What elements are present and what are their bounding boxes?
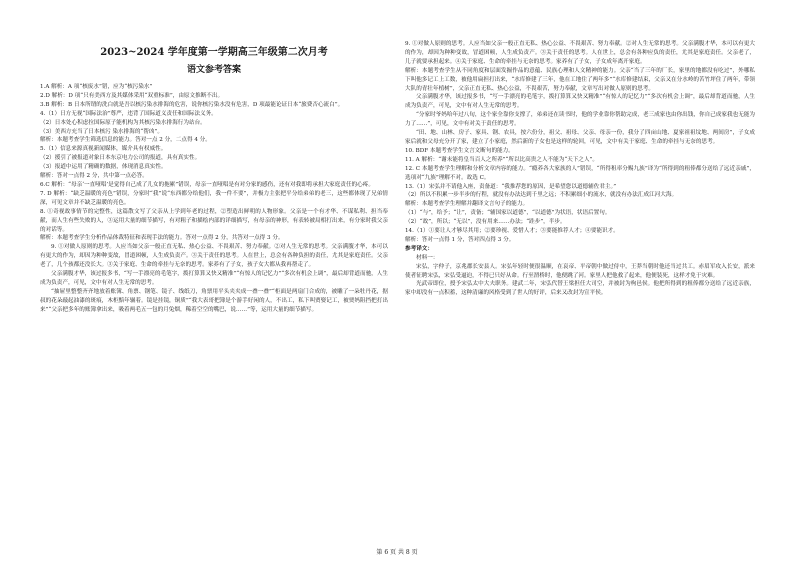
answer-paragraph: 9. ①对做人原则的思考。人应当如父亲一般正直无私、热心公益、不畏艰苦、努力奉献。②对人生无常的思考。父亲满腹才华，本可以有更大的作为，却因为种种变故，冒道困顿，人生成负责产。③关于责任的思考。人在世上，总会有各种负担的责任，尤其是家庭责任。父亲老了，几个孩都还没长大。③关于家庭、生命的牵挂与无奈的思考。家养有了子女，孩子女大都从我再帮走了。 (40, 244, 388, 269)
answer-paragraph: 4.（1）日方无视“国际法治”尊严，违背了国际道义责任和国际法义务。 (40, 110, 217, 117)
answer-paragraph: 解析：答对一点得 2 分，共中第一点必答。 (40, 173, 148, 180)
answer-paragraph: “分家时爷妈哈年过八旬，这个家全靠你支撑了，弟弟还在读书时，他的学业靠你帮助完成，老三成家也由你出钱，你自己成家我也无能为力了……”，可见，文中有对关于责任的思考。 (405, 112, 755, 128)
answer-paragraph: 8. ①奇视故事情节的完整性，这篇散文写了父亲从上学到年老的过程，②塑造出鲜明的人物形象。父亲是一个有才华、不谋私利、担当奉献，而人生有些失败的人，③运用大量的细节描写，有对粗子和描绘内部的详细描写，有母亲的神形，有表转被局相打出来，有分家时我父亲的对话等。 (40, 208, 388, 233)
answer-paragraph: 解析：本题考查学生从不同角度和层面发掘作品的意蕴、民族心理和人文精神的能力。父亲“当了三年的厂长，家里的地都没有吃过”，外哪私下叫他多记工上工数，被他用扁担打出来，“水库修建了三年，他在工地住了两年多”“水库修建结束，父亲又在分水岭的苦竹坪住了两年，带领大队的青壮年植树”，父亲正直无私、热心公益，不畏艰苦，努力奉献，文章写出对做人原则的思考。 (405, 67, 755, 92)
answer-paragraph: 5.（1）信息来源真视新闻媒体，媒介具有权威性。 (40, 146, 167, 153)
answer-paragraph: “田、地、山林、房子、家具、钢、农具，按六份分，祖父、祖母、父亲、母亲一份，我分了四亩山地、夏家祖祖坟地、两间房”，子女成家后就和父母充分开了家，建立了小家庭，然后新的子女也是这样的轮回，可见，文中有关于家庭、生命的牵挂与无奈的思考。 (405, 130, 755, 145)
translation-paragraph: 光武帝即位，授予宋弘太中大夫职务。建武二年，宋弘代替王梁担任大司空，并被封为枸邑侯。他把所得到的租俸都分送给了远近亲族，家中却没有一点积蓄，这种清廉的风格受到了世人的好评，后来又改封为宣平侯。 (405, 281, 755, 297)
answer-paragraph: 10. BDF 本题考查学生文言文断句的能力。 (405, 147, 514, 154)
answer-paragraph: 13.（1）宋弘并不请他入座，责备道：“我推荐您的原因，是希望您以道德辅佐君主。” (405, 183, 617, 190)
answer-paragraph: 12. C 本题考查学生理解和分析文章内容的能力。“瘾养各大家族的人”错误，“所得租率分赐九族”译为“所得到的租俸都分送给了远近亲戚”，选项对“九族”理解不对。故选 C。 (405, 165, 755, 181)
answer-paragraph: 2.D 解析：D 项“只有美西方及其媒体采用“双重标准”，由原文推断不出。 (40, 92, 224, 99)
answer-paragraph: （2）所以不积累一步半步的行程，就没有办法达到千里之远；不积累细小的流水，就没有办法汇成江河大海。 (405, 192, 678, 199)
translation-paragraph: 宋弘，字仲子，京兆郡长安县人。宋弘年轻时便很温顺，在哀帝、平帝朝中做过侍中，王莽当朝时他还当过共工。赤眉军攻入长安，派来使者征聘宋弘，宋弘受逼迫，不得已只好从命。行至渭桥时，他便跳了河。家里人把他救了起来，他便装死，这样才免于灾难。 (405, 263, 755, 279)
answer-paragraph: 3.B 解析：B 日本所谓的洗白就是吾以核污染水排海的危害，说你核污染水没有危害，D 项最能论证日本“旅费否心流白”。 (40, 101, 344, 108)
answer-paragraph: 父亲满腹才华，该过报多书，“写一手漂亮的毛笔字，拨打算算又快又精准”“有惊人的记忆力”“多次有机会上调”，最后却背道而驰，人生成为负责产，可见，文中有对人生无常的思考。 (405, 94, 755, 110)
answer-paragraph: 1.A 解析：A 项“核废水”错，应为“核污染水” (40, 84, 153, 90)
answer-paragraph: 11. A 解析：“谢未能将皇当百人之所养”“所以比高贵之人不能为“天下之人”。 (405, 156, 599, 163)
answer-paragraph: 解析：答对一点得 1 分，答对四点得 3 分。 (405, 236, 515, 243)
answer-paragraph: （1）“与”，给予；“让”，责备；“辅国家以道德”，“以道德”为状语，状语后置句。 (405, 210, 611, 217)
answer-paragraph: 解析：本题考查学生理解并翻译文言句子的能力。 (405, 201, 529, 208)
answer-paragraph: （2）援引了被报道对象日本东京电力公司的报道，具有真实性。 (40, 155, 201, 162)
answer-paragraph: “抽屉里整整齐齐地放着账簿、角票、钢笔、镜子、线纸刀，角票用平头夹夹成一叠一叠”“柜面是两扇门合成的，被雕了一朵牡丹花，据叔的花朵敲起油漆的斑痕，木柜黯年辗着。镜是挂镜，铜质”“我大表哥把簿是个游手好闲的人，不出工，私下叫贾娶记工，被贾妈阻挡把打出来”“父亲把多年的账簿拿出来，吸着两毛五一包的月兔烟，稀着空空的嘴巴，说……”等，运用大量的细节描写。 (40, 288, 388, 313)
answer-paragraph: 父亲满腹才华，该过报多书，“写一手漂亮的毛笔字，拨打算算又快又精准”“有惊人的记忆力”“多次有机会上调”，最后却背道而驰，人生成为负责产，可见，文中有对人生无常的思考。 (40, 271, 388, 286)
right-column (405, 40, 755, 298)
left-column (40, 40, 388, 315)
material-label: 材料一： (416, 254, 439, 261)
answer-paragraph: （2）日本处心积虑拉国际原子能机构为其核污染水排海行为站台。 (40, 119, 206, 126)
answer-paragraph: （2）“故”，所以；“无以”，没有用来……办法；“跬步”，半步。 (405, 219, 566, 226)
answer-paragraph: 9. ①对做人原则的思考。人应当如父亲一般正直无私、热心公益、不畏艰苦、努力奉献。②对人生无常的思考。父亲满腹才华，本可以有更大的作为，却因为种种变故，冒道困顿，人生成负责产。③关于责任的思考。人在世上，总会有各种应负的责任，尤其是家庭责任。父亲老了，儿子就要承担起来。④关于家庭、生命的牵挂与无奈的思考。家养有了子女，子女成年离开家庭。 (405, 41, 755, 65)
answer-paragraph: （3）报道中运用了精确的数据，体现消息真实性。 (40, 164, 167, 171)
page-footer: 第 6 页 共 8 页 (376, 549, 418, 556)
answer-paragraph: 解析：本题考查学生筛选信息的能力。答对一点 2 分，二点得 4 分。 (40, 137, 211, 144)
answer-paragraph: 6.C 解析：“母亲‘一直哑唱’是觉得自己成了儿女的拖累”错误，母亲一直哑唱是有对分家的感伤，还有对我即将承担大家庭责任的心疼。 (40, 181, 374, 188)
answer-paragraph: 14.（1）①要让人才够尽其用；②要珍视、爱惜人才；③要能推荐人才；④要能识才。 (405, 228, 619, 235)
answer-paragraph: 解析：本题考查学生分析作品体裁特征和表现手法的能力。答对一点得 2 分，共答对一点得 3 分。 (40, 235, 284, 242)
answer-paragraph: 7. D 解析：“缺乏温暖的亮色”错误，分家时“我”说“东西都分给他们，我一件不要”，并极力主张把平分给弟弟的老三，这些都体现了兄弟情深，可见文章并不缺乏温暖的亮色。 (40, 190, 388, 206)
answer-paragraph: （3）美西方充当了日本核污 染水排海的“帮凶”。 (40, 128, 163, 135)
answer-key-title: 语文参考答案 (186, 65, 241, 75)
exam-title: 2023~2024 学年度第一学期高三年级第二次月考 (100, 47, 328, 58)
section-heading: 参考译文： (405, 245, 433, 252)
